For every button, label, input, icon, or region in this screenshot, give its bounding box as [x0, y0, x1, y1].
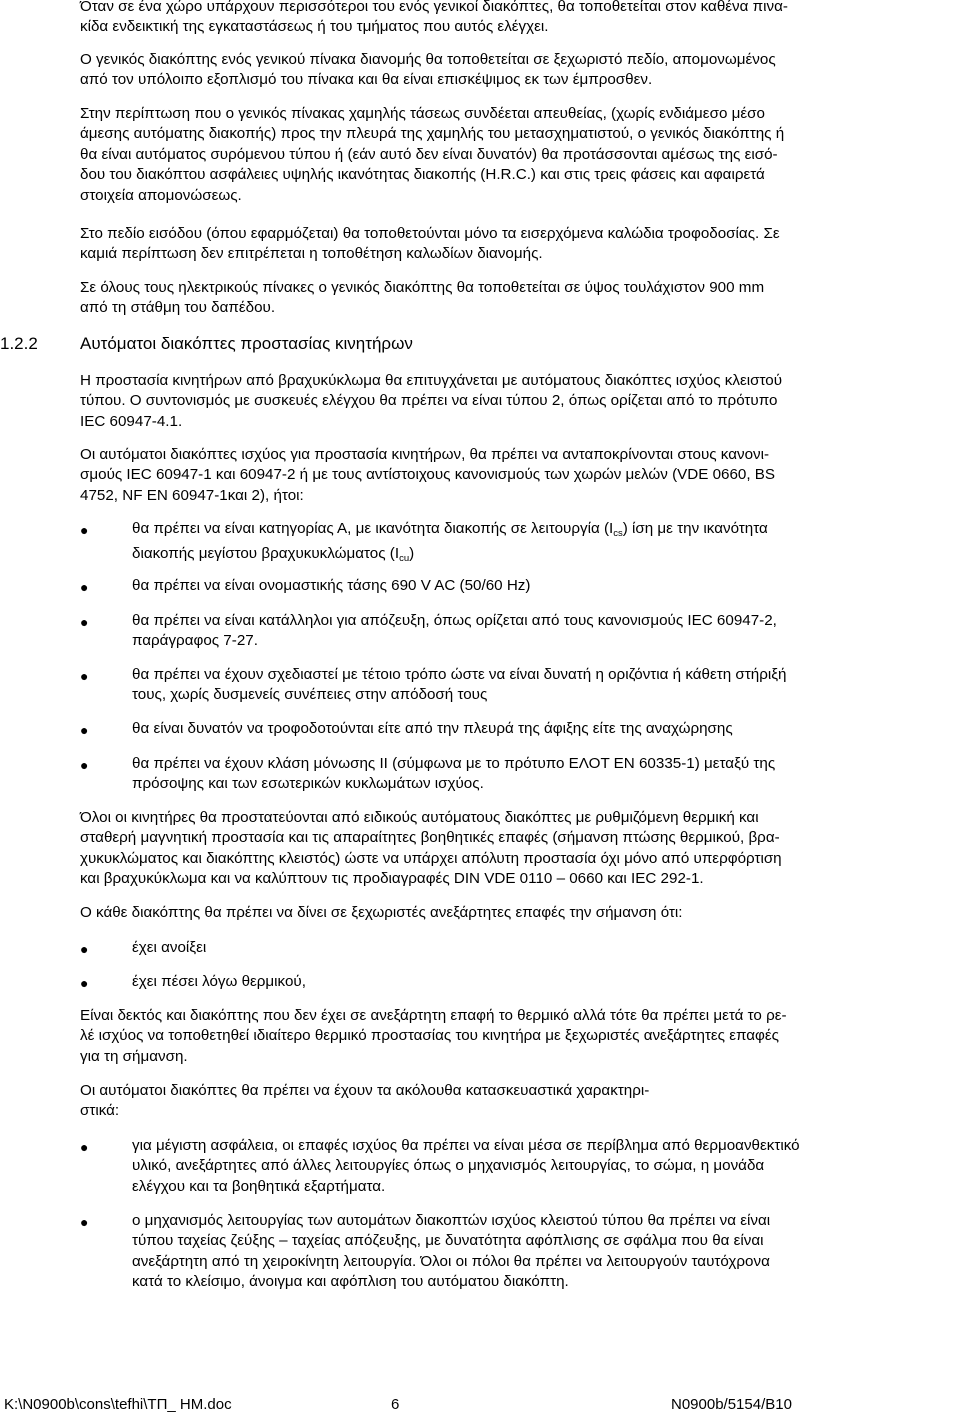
- bullet-icon: ●: [80, 579, 89, 595]
- list-item: θα είναι δυνατόν να τροφοδοτούνται είτε από την πλευρά της άφιξης είτε της αναχώρησης: [132, 720, 733, 737]
- list-item: έχει ανοίξει: [132, 939, 207, 956]
- bullet-icon: ●: [80, 1139, 89, 1155]
- section-title: Αυτόματοι διακόπτες προστασίας κινητήρων: [80, 334, 413, 353]
- list-item: για μέγιστη ασφάλεια, οι επαφές ισχύος θα πρέπει να είναι μέσα σε περίβλημα από θερμοανθεκτικό υλικό, ανεξάρτητες από άλλες λειτουργίες όπως ο μηχανισμός λειτουργίας, το σώμα, η μονάδα ελέγχου και τα βοηθητικά εξαρτήματα.: [132, 1137, 800, 1195]
- paragraph-general-switch-location: Ο γενικός διακόπτης ενός γενικού πίνακα διανομής θα τοποθετείται σε ξεχωριστό πεδίο, απομονωμένος από τον υπόλοιπο εξοπλισμό του πίνακα και θα είναι επισκέψιμος εκ των έμπροσθεν.: [80, 51, 776, 89]
- paragraph-input-field: Στο πεδίο εισόδου (όπου εφαρμόζεται) θα τοποθετούνται μόνο τα εισερχόμενα καλώδια τροφοδοσίας. Σε καμιά περίπτωση δεν επιτρέπεται η τοποθέτηση καλωδίων διανομής.: [80, 225, 780, 263]
- paragraph-multiple-switches: Όταν σε ένα χώρο υπάρχουν περισσότεροι του ενός γενικοί διακόπτες, θα τοποθετείται στον καθένα πινα- κίδα ενδεικτική της εγκαταστάσεως ή του τμήματος που αυτός ελέγχει.: [80, 0, 788, 36]
- footer-document-code: N0900b/5154/B10: [671, 1396, 792, 1413]
- list-item: θα πρέπει να είναι κατάλληλοι για απόζευξη, όπως ορίζεται από τους κανονισμούς IEC 60947-2, παράγραφος 7-27.: [132, 612, 777, 650]
- list-item: θα πρέπει να έχουν κλάση μόνωσης ΙΙ (σύμφωνα με το πρότυπο ΕΛΟΤ ΕΝ 60335-1) μεταξύ της πρόσοψης και των εσωτερικών κυκλωμάτων ισχύος.: [132, 755, 776, 793]
- paragraph-thermal-relay: Είναι δεκτός και διακόπτης που δεν έχει σε ανεξάρτητη επαφή το θερμικό αλλά τότε θα πρέπει μετά το ρε- λέ ισχύος να τοποθετηθεί ιδιαίτερο θερμικό προστασίας του κινητήρα με ξεχωριστές ανεξάρτητες επαφές για τη σήμανση.: [80, 1007, 787, 1065]
- paragraph-standards: Οι αυτόματοι διακόπτες ισχύος για προστασία κινητήρων, θα πρέπει να ανταποκρίνονται στους κανονι- σμούς IEC 60947-1 και 60947-2 ή με τους αντίστοιχους κανονισμούς των χωρών μελών (VDE 0660, BS 4752, NF EN 60947-1και 2), ήτοι:: [80, 446, 776, 504]
- paragraph-signaling: Ο κάθε διακόπτης θα πρέπει να δίνει σε ξεχωριστές ανεξάρτητες επαφές την σήμανση ότι:: [80, 904, 683, 921]
- bullet-icon: ●: [80, 668, 89, 684]
- bullet-icon: ●: [80, 722, 89, 738]
- footer-page-number: 6: [391, 1396, 400, 1413]
- paragraph-switch-height: Σε όλους τους ηλεκτρικούς πίνακες ο γενικός διακόπτης θα τοποθετείται σε ύψος τουλάχιστον 900 mm από τη στάθμη του δαπέδου.: [80, 279, 765, 317]
- footer-file-path: K:\N0900b\cons\tefhi\ΤΠ_ ΗΜ.doc: [4, 1396, 232, 1413]
- bullet-icon: ●: [80, 614, 89, 630]
- list-item: θα πρέπει να είναι ονομαστικής τάσης 690 V AC (50/60 Hz): [132, 577, 531, 594]
- paragraph-short-circuit-protection: Η προστασία κινητήρων από βραχυκύκλωμα θα επιτυγχάνεται με αυτόματους διακόπτες ισχύος κλειστού τύπου. Ο συντονισμός με συσκευές ελέγχου θα πρέπει να είναι τύπου 2, όπως ορίζεται από το πρότυπο IEC 60947-4.1.: [80, 372, 783, 430]
- paragraph-direct-connection: Στην περίπτωση που ο γενικός πίνακας χαμηλής τάσεως συνδέεται απευθείας, (χωρίς ενδιάμεσο μέσο άμεσης αυτόματης διακοπής) προς την πλευρά της χαμηλής του μετασχηματιστού, ο γενικός διακόπτης ή θα είναι αυτόματος συρόμενου τύπου ή (εάν αυτό δεν είναι δυνατόν) θα προτάσσονται αμέσως της εισό- δου του διακόπτου ασφάλειες υψηλής ικανότητας διακοπής (H.R.C.) και στις τρεις φάσεις και αφαιρετά στοιχεία απομονώσεως.: [80, 105, 785, 204]
- list-item: θα πρέπει να είναι κατηγορίας Α, με ικανότητα διακοπής σε λειτουργία $(I_{cs})$ ίση με την ικανότητα διακοπής μεγίστου βραχυκυκλώματος $(I_{cu})$: [132, 520, 768, 565]
- list-item: ο μηχανισμός λειτουργίας των αυτομάτων διακοπτών ισχύος κλειστού τύπου θα πρέπει να είναι τύπου ταχείας ζεύξης – ταχείας απόζευξης, με δυνατότητα αφόπλισης σε σφάλμα που θα είναι ανεξάρτητη από τη χειροκίνητη λειτουργία. Όλοι οι πόλοι θα πρέπει να λειτουργούν ταυτόχρονα κατά το κλείσιμο, άνοιγμα και αφόπλιση του αυτόματου διακόπτη.: [132, 1212, 771, 1291]
- bullet-icon: ●: [80, 1214, 89, 1230]
- section-number: 1.2.2: [0, 334, 38, 353]
- bullet-icon: ●: [80, 975, 89, 991]
- bullet-icon: ●: [80, 941, 89, 957]
- bullet-icon: ●: [80, 757, 89, 773]
- list-item: θα πρέπει να έχουν σχεδιαστεί με τέτοιο τρόπο ώστε να είναι δυνατή η οριζόντια ή κάθετη στήριξή τους, χωρίς δυσμενείς συνέπειες στην απόδοσή τους: [132, 666, 787, 704]
- paragraph-motor-protection: Όλοι οι κινητήρες θα προστατεύονται από ειδικούς αυτόματους διακόπτες με ρυθμιζόμενη θερμική και σταθερή μαγνητική προστασία και τις απαραίτητες βοηθητικές επαφές (σήμανση πτώσης θερμικού, βρα- χυκυκλώματος και διακόπτης κλειστός) ώστε να υπάρχει απόλυτη προστασία όχι μόνο από υπερφόρτιση και βραχυκύκλωμα και να καλύπτουν τις προδιαγραφές DIN VDE 0110 – 0660 και IEC 292-1.: [80, 809, 782, 888]
- paragraph-construction: Οι αυτόματοι διακόπτες θα πρέπει να έχουν τα ακόλουθα κατασκευαστικά χαρακτηρι- στικά:: [80, 1082, 650, 1120]
- list-item: έχει πέσει λόγω θερμικού,: [132, 973, 306, 990]
- bullet-icon: ●: [80, 522, 89, 538]
